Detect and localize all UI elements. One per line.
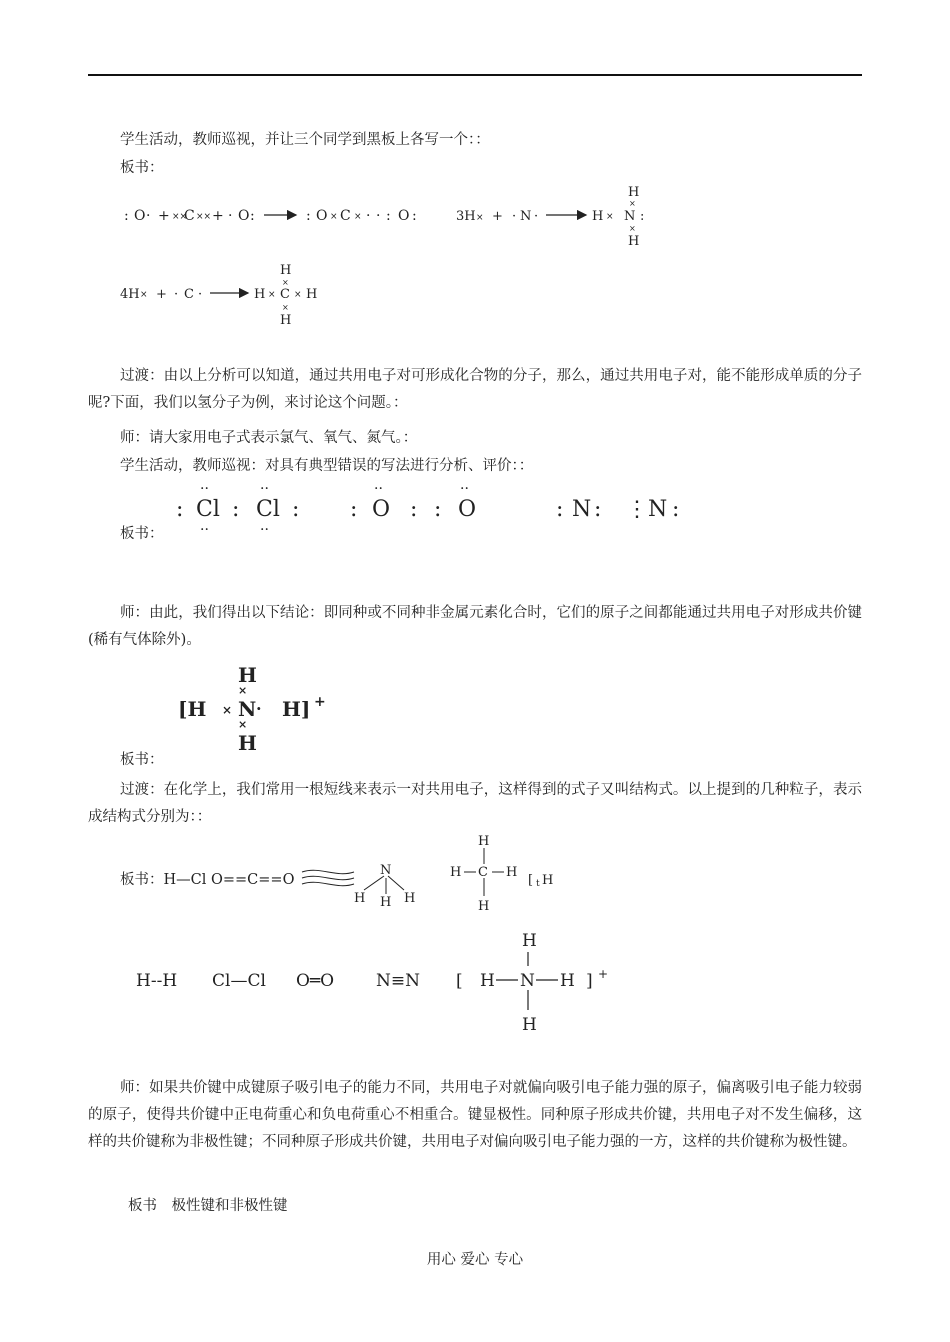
svg-text:H: H	[522, 1015, 537, 1035]
paragraph-conclusion: 师：由此，我们得出以下结论：即同种或不同种非金属元素化合时，它们的原子之间都能通过共用电子对形成共价键(稀有气体除外)。	[88, 605, 862, 648]
svg-text:H: H	[542, 873, 554, 888]
paragraph-transition-1: 过渡：由以上分析可以知道，通过共用电子对可形成化合物的分子，那么，通过共用电子对，能不能形成单质的分子呢?下面，我们以氢分子为例，来讨论这个问题。：	[88, 368, 862, 411]
svg-text:Cl: Cl	[256, 497, 280, 522]
structural-formula-figure-1	[300, 830, 570, 914]
svg-text:+: +	[156, 287, 167, 302]
svg-text:O: O	[238, 208, 250, 224]
svg-text:+: +	[158, 208, 170, 224]
svg-text:·: ·	[198, 287, 203, 302]
svg-text:H: H	[280, 313, 292, 328]
paragraph-transition-2: 过渡：在化学上，我们常用一根短线来表示一对共用电子，这样得到的式子又叫结构式。以上提到的几种粒子，表示成结构式分别为：：	[88, 782, 862, 825]
svg-text:H: H	[354, 891, 366, 906]
svg-text:Cl: Cl	[196, 497, 220, 522]
svg-text:H: H	[254, 287, 266, 302]
svg-text::: :	[386, 208, 391, 224]
svg-text:×: ×	[629, 199, 636, 208]
paragraph-student-activity: 学生活动，教师巡视，并让三个同学到黑板上各写一个：：	[120, 132, 490, 148]
svg-text::: :	[672, 497, 680, 522]
svg-text:H]: H]	[282, 697, 311, 721]
structural-formula-figure-2	[124, 924, 614, 1040]
svg-text:×: ×	[629, 224, 636, 233]
svg-text:3H: 3H	[456, 209, 476, 224]
svg-text:H: H	[522, 931, 537, 951]
svg-text:O: O	[458, 497, 477, 522]
svg-text:C: C	[340, 208, 351, 224]
page-footer: 用心 爱心 专心	[426, 1252, 524, 1268]
svg-text:+: +	[212, 208, 224, 224]
svg-text:×: ×	[282, 278, 289, 287]
board-label: 板书：	[120, 160, 164, 176]
svg-text:O═O: O═O	[296, 971, 335, 991]
svg-text:[H: [H	[178, 697, 207, 721]
svg-text:·: ·	[146, 208, 151, 224]
svg-text::: :	[640, 209, 645, 224]
paragraph-polarity: 师：如果共价键中成键原子吸引电子的能力不同，共用电子对就偏向吸引电子能力强的原子，偏离吸引电子能力较弱的原子，使得共价键中正电荷重心和负电荷重心不相重合。键显极性。同种原子形成共价键，共用电子对不发生偏移，这样的共价键称为非极性键；不同种原子形成共价键，共用电子对偏向吸引电子能力强的一方，这样的共价键称为极性键。	[88, 1080, 862, 1150]
svg-text:C: C	[478, 865, 488, 880]
svg-text:·: ·	[512, 209, 517, 224]
svg-text:H: H	[478, 834, 490, 849]
svg-text:·: ·	[376, 208, 381, 224]
svg-text:N≡N: N≡N	[376, 971, 420, 991]
svg-text:·: ·	[228, 208, 233, 224]
svg-text:H: H	[238, 731, 257, 755]
board-label-3: 板书：	[120, 752, 164, 768]
svg-text:H: H	[238, 663, 257, 687]
svg-text:·: ·	[534, 209, 539, 224]
svg-text:×: ×	[606, 212, 614, 222]
svg-text:H: H	[404, 891, 416, 906]
svg-text:×: ×	[268, 290, 276, 300]
svg-text:×: ×	[238, 684, 248, 697]
svg-text:[: [	[456, 971, 463, 991]
svg-text::: :	[232, 497, 240, 522]
electron-formula-figure-1	[118, 178, 658, 333]
svg-text::: :	[410, 497, 418, 522]
svg-text:··: ··	[200, 522, 209, 538]
svg-text:×: ×	[238, 718, 248, 731]
svg-text:Cl—Cl: Cl—Cl	[212, 971, 266, 991]
svg-text::: :	[250, 208, 255, 224]
paragraph-teacher-request: 师：请大家用电子式表示氯气、氧气、氮气。：	[120, 430, 418, 446]
header-rule	[88, 74, 862, 76]
svg-text:×: ×	[294, 290, 302, 300]
svg-text:H: H	[628, 234, 640, 249]
svg-text::: :	[556, 497, 564, 522]
svg-text:··: ··	[200, 481, 209, 497]
svg-text:]: ]	[586, 971, 593, 991]
electron-formula-figure-2	[170, 478, 700, 538]
board-polar-nonpolar: 板书 极性键和非极性键	[128, 1198, 288, 1214]
svg-text:H: H	[506, 865, 518, 880]
svg-text:××: ××	[172, 212, 188, 222]
svg-text::: :	[412, 208, 417, 224]
svg-text:+: +	[598, 967, 609, 981]
svg-text:[: [	[528, 873, 534, 888]
svg-text:H: H	[450, 865, 462, 880]
svg-text:N: N	[572, 497, 592, 522]
svg-text:·: ·	[366, 208, 371, 224]
svg-text:O: O	[372, 497, 391, 522]
svg-text:×: ×	[140, 290, 148, 300]
svg-text:H: H	[628, 185, 640, 200]
svg-text:H: H	[560, 971, 575, 991]
paragraph-student-review: 学生活动，教师巡视：对具有典型错误的写法进行分析、评价：：	[120, 458, 534, 474]
svg-text:H: H	[592, 209, 604, 224]
svg-text:×: ×	[282, 303, 289, 312]
board-label-2: 板书：	[120, 526, 164, 542]
svg-text:N: N	[624, 209, 636, 224]
svg-text:×: ×	[476, 213, 484, 223]
svg-text:H: H	[280, 263, 292, 278]
svg-text:+: +	[314, 694, 326, 710]
svg-text::: :	[434, 497, 442, 522]
svg-text::: :	[350, 497, 358, 522]
svg-text::: :	[292, 497, 300, 522]
svg-text:×: ×	[330, 212, 338, 222]
svg-text:××: ××	[196, 212, 212, 222]
svg-text:H: H	[480, 971, 495, 991]
svg-text:C: C	[280, 287, 290, 302]
co2-o1: O	[134, 208, 146, 224]
svg-text:⋮: ⋮	[626, 497, 648, 522]
svg-text::: :	[124, 208, 129, 224]
svg-text:·: ·	[256, 699, 262, 718]
svg-text:N: N	[648, 497, 668, 522]
svg-text::: :	[176, 497, 184, 522]
svg-text:··: ··	[260, 522, 269, 538]
svg-text::: :	[306, 208, 311, 224]
svg-text:H: H	[380, 895, 392, 910]
svg-text:N: N	[520, 209, 532, 224]
svg-text:×: ×	[222, 703, 233, 717]
svg-text:N: N	[380, 863, 392, 878]
svg-text:t: t	[536, 879, 540, 889]
svg-text:O: O	[316, 208, 328, 224]
svg-text:C: C	[184, 208, 195, 224]
svg-text:×: ×	[354, 212, 362, 222]
ammonium-electron-formula	[176, 662, 336, 754]
svg-text:+: +	[492, 209, 503, 224]
svg-text:O: O	[398, 208, 410, 224]
svg-text:N: N	[520, 971, 535, 991]
svg-text:·: ·	[174, 287, 179, 302]
svg-text:C: C	[184, 287, 194, 302]
svg-text:··: ··	[374, 481, 383, 497]
svg-text:H: H	[478, 899, 490, 914]
svg-text:H--H: H--H	[136, 971, 178, 991]
svg-text:··: ··	[460, 481, 469, 497]
svg-text::: :	[594, 497, 602, 522]
board-structural-formulas: 板书：H—Cl O==C==O	[120, 872, 295, 888]
svg-text:N: N	[238, 697, 257, 721]
svg-text:4H: 4H	[120, 287, 140, 302]
svg-text:H: H	[306, 287, 318, 302]
svg-text:··: ··	[260, 481, 269, 497]
